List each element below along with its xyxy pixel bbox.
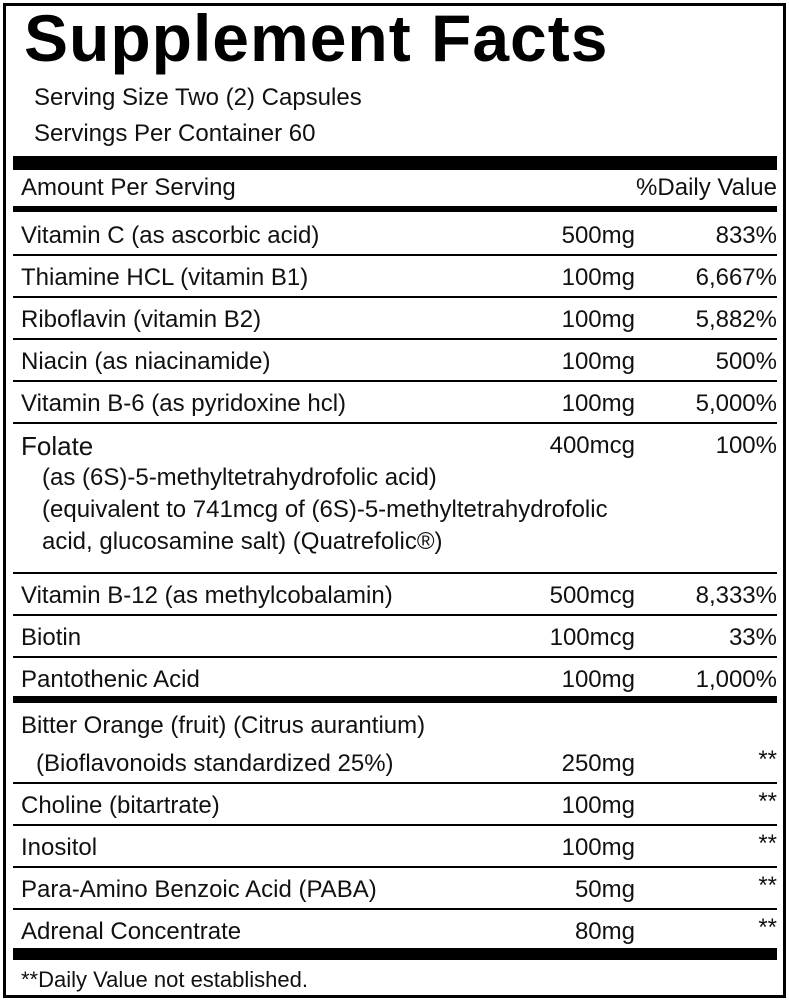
nutrient-daily-value: 1,000% <box>695 666 777 693</box>
nutrient-name: Vitamin B-12 (as methylcobalamin) <box>21 582 393 609</box>
nutrient-amount: 100mcg <box>549 624 635 651</box>
ingredient-daily-value: ** <box>758 872 777 899</box>
row-divider <box>13 908 777 910</box>
ingredient-subname: (Bioflavonoids standardized 25%) <box>36 750 394 777</box>
daily-value-header: %Daily Value <box>636 174 777 201</box>
row-divider <box>13 782 777 784</box>
bottom-thick-divider <box>13 948 777 960</box>
nutrient-daily-value: 500% <box>715 348 777 375</box>
ingredient-name: Para-Amino Benzoic Acid (PABA) <box>21 876 377 903</box>
nutrient-amount: 100mg <box>561 666 635 693</box>
ingredient-daily-value: ** <box>758 788 777 815</box>
section-divider <box>13 696 777 703</box>
nutrient-amount: 100mg <box>561 390 635 417</box>
row-divider <box>13 572 777 574</box>
row-divider <box>13 380 777 382</box>
ingredient-daily-value: ** <box>758 914 777 941</box>
serving-size: Serving Size Two (2) Capsules <box>34 84 362 111</box>
nutrient-amount: 100mg <box>561 306 635 333</box>
panel-title: Supplement Facts <box>24 1 609 75</box>
nutrient-daily-value: 33% <box>728 624 777 651</box>
nutrient-amount: 100mg <box>561 264 635 291</box>
nutrient-name: Thiamine HCL (vitamin B1) <box>21 264 309 291</box>
ingredient-amount: 100mg <box>561 792 635 819</box>
ingredient-amount: 80mg <box>574 918 635 945</box>
row-divider <box>13 296 777 298</box>
nutrient-name: Riboflavin (vitamin B2) <box>21 306 262 333</box>
nutrient-daily-value: 5,882% <box>695 306 777 333</box>
nutrient-daily-value: 8,333% <box>695 582 777 609</box>
nutrient-name: Vitamin C (as ascorbic acid) <box>21 222 320 249</box>
nutrient-amount: 500mcg <box>549 582 635 609</box>
row-divider <box>13 824 777 826</box>
nutrient-daily-value: 833% <box>715 222 777 249</box>
row-divider <box>13 254 777 256</box>
nutrient-amount: 400mcg <box>549 432 635 459</box>
row-divider <box>13 338 777 340</box>
ingredient-daily-value: ** <box>758 746 777 773</box>
nutrient-name: Niacin (as niacinamide) <box>21 348 271 375</box>
folate-detail: acid, glucosamine salt) (Quatrefolic®) <box>42 528 443 555</box>
ingredient-name: Inositol <box>21 834 98 861</box>
row-divider <box>13 656 777 658</box>
nutrient-name: Folate <box>21 431 94 461</box>
ingredient-amount: 100mg <box>561 834 635 861</box>
nutrient-name: Vitamin B-6 (as pyridoxine hcl) <box>21 390 347 417</box>
ingredient-amount: 50mg <box>574 876 635 903</box>
nutrient-daily-value: 100% <box>715 432 777 459</box>
ingredient-name: Bitter Orange (fruit) (Citrus aurantium) <box>21 712 426 739</box>
nutrient-name: Pantothenic Acid <box>21 666 200 693</box>
ingredient-daily-value: ** <box>758 830 777 857</box>
nutrient-daily-value: 5,000% <box>695 390 777 417</box>
servings-per-container: Servings Per Container 60 <box>34 120 316 147</box>
ingredient-name: Adrenal Concentrate <box>21 918 242 945</box>
row-divider <box>13 866 777 868</box>
thick-divider <box>13 156 777 170</box>
ingredient-amount: 250mg <box>561 750 635 777</box>
nutrient-name: Biotin <box>21 624 82 651</box>
amount-per-serving-header: Amount Per Serving <box>21 174 236 201</box>
nutrient-amount: 500mg <box>561 222 635 249</box>
row-divider <box>13 614 777 616</box>
ingredient-name: Choline (bitartrate) <box>21 792 220 819</box>
nutrient-daily-value: 6,667% <box>695 264 777 291</box>
nutrient-amount: 100mg <box>561 348 635 375</box>
row-divider <box>13 422 777 424</box>
supplement-facts-panel <box>3 3 786 998</box>
folate-detail: (equivalent to 741mcg of (6S)-5-methyltetrahydrofolic <box>42 496 608 523</box>
folate-detail: (as (6S)-5-methyltetrahydrofolic acid) <box>42 464 437 491</box>
medium-divider <box>13 206 777 212</box>
footnote: **Daily Value not established. <box>21 967 308 992</box>
